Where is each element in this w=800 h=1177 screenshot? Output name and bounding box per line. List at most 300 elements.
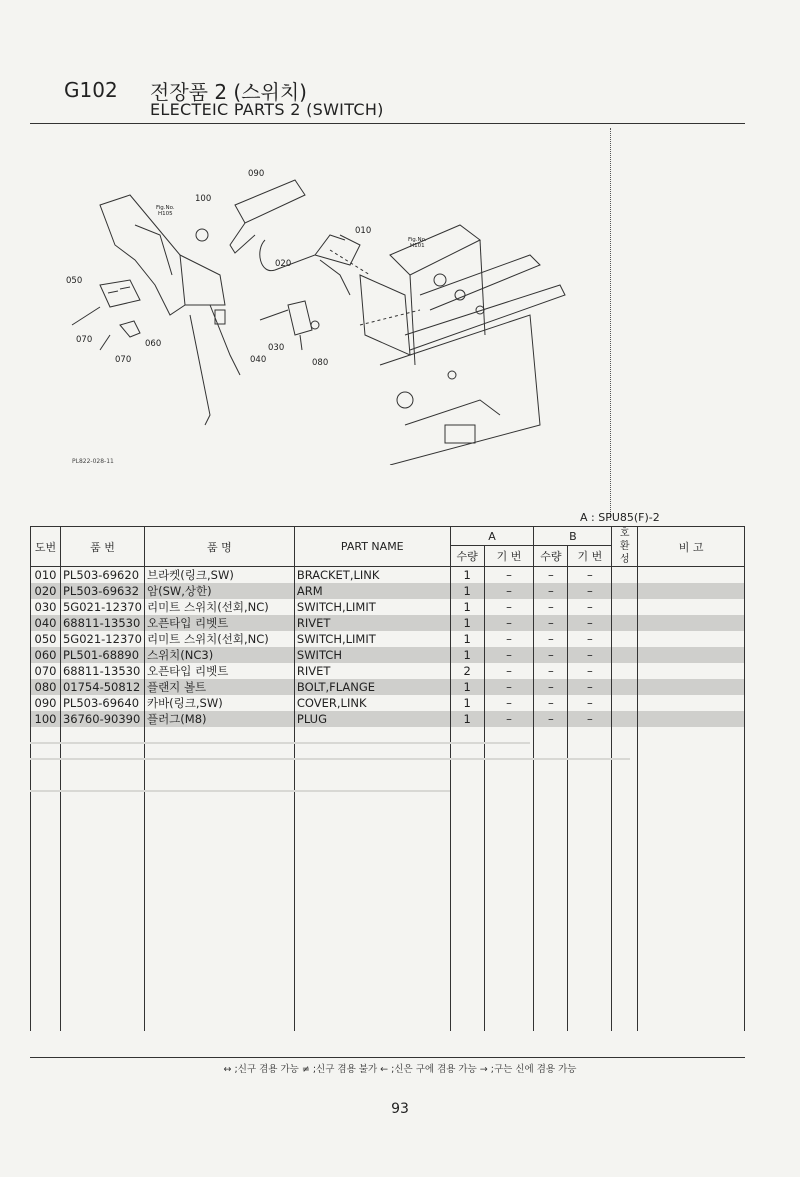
empty-row [31, 791, 745, 807]
empty-cell [450, 919, 484, 935]
interchange-legend: ↔ ;신구 겸용 가능 ≠ ;신구 겸용 불가 ← ;신은 구에 겸용 가능 → ;구는 신에 겸용 가능 [223, 1064, 577, 1075]
empty-cell [484, 727, 534, 743]
cell-b-base: – [568, 711, 612, 727]
cell-b-qty: – [534, 711, 568, 727]
cell-part-no: PL503-69632 [60, 583, 144, 599]
cell-part-name: ARM [294, 583, 450, 599]
empty-cell [568, 807, 612, 823]
cell-a-qty: 1 [450, 631, 484, 647]
empty-cell [568, 935, 612, 951]
empty-cell [534, 1015, 568, 1031]
cell-interchange [612, 695, 638, 711]
empty-cell [534, 823, 568, 839]
cell-part-name: BOLT,FLANGE [294, 679, 450, 695]
empty-cell [534, 791, 568, 807]
empty-cell [294, 743, 450, 759]
col-header-part-name: PART NAME [294, 527, 450, 567]
empty-cell [638, 919, 745, 935]
cell-name-ko: 오픈타입 리벳트 [144, 615, 294, 631]
empty-cell [484, 903, 534, 919]
cell-part-name: SWITCH,LIMIT [294, 599, 450, 615]
empty-cell [484, 967, 534, 983]
empty-cell [568, 1015, 612, 1031]
empty-row [31, 743, 745, 759]
empty-cell [638, 951, 745, 967]
empty-cell [31, 791, 61, 807]
cell-b-base: – [568, 695, 612, 711]
cell-a-base: – [484, 679, 534, 695]
col-header-b: B [534, 527, 612, 546]
cell-part-no: 01754-50812 [60, 679, 144, 695]
empty-cell [534, 999, 568, 1015]
cell-b-qty: – [534, 599, 568, 615]
empty-row [31, 983, 745, 999]
empty-cell [568, 887, 612, 903]
empty-cell [612, 791, 638, 807]
empty-row [31, 887, 745, 903]
empty-cell [450, 935, 484, 951]
empty-row [31, 967, 745, 983]
page-number: 93 [391, 1101, 409, 1117]
cell-interchange [612, 663, 638, 679]
empty-cell [568, 823, 612, 839]
empty-cell [60, 823, 144, 839]
empty-cell [450, 791, 484, 807]
cell-a-qty: 1 [450, 647, 484, 663]
empty-cell [31, 983, 61, 999]
empty-cell [60, 775, 144, 791]
cell-b-qty: – [534, 679, 568, 695]
cell-name-ko: 암(SW,상한) [144, 583, 294, 599]
cell-interchange [612, 567, 638, 584]
empty-cell [294, 919, 450, 935]
empty-cell [31, 967, 61, 983]
cell-b-qty: – [534, 583, 568, 599]
empty-cell [144, 743, 294, 759]
callout-080: 080 [312, 358, 329, 368]
empty-cell [144, 823, 294, 839]
empty-cell [60, 919, 144, 935]
figure-divider [610, 128, 611, 520]
section-code: G102 [64, 78, 118, 102]
cell-a-base: – [484, 695, 534, 711]
table-bottom-rule [30, 1057, 745, 1058]
empty-row [31, 823, 745, 839]
cell-interchange [612, 631, 638, 647]
empty-cell [568, 951, 612, 967]
cell-a-qty: 1 [450, 695, 484, 711]
empty-cell [450, 903, 484, 919]
empty-cell [534, 727, 568, 743]
col-header-a-qty: 수량 [450, 546, 484, 567]
empty-cell [144, 903, 294, 919]
empty-cell [60, 759, 144, 775]
cell-part-name: PLUG [294, 711, 450, 727]
empty-cell [144, 1015, 294, 1031]
empty-cell [612, 951, 638, 967]
empty-cell [31, 727, 61, 743]
page-title-korean: 전장품 2 (스위치) [150, 80, 307, 104]
callout-070b: 070 [115, 355, 132, 365]
empty-cell [484, 935, 534, 951]
cell-b-base: – [568, 615, 612, 631]
cell-remarks [638, 679, 745, 695]
cell-part-no: PL503-69620 [60, 567, 144, 584]
empty-cell [144, 887, 294, 903]
empty-cell [534, 935, 568, 951]
empty-cell [294, 999, 450, 1015]
empty-cell [294, 903, 450, 919]
empty-row [31, 727, 745, 743]
table-row [31, 567, 745, 584]
empty-cell [638, 999, 745, 1015]
empty-cell [144, 791, 294, 807]
cell-b-base: – [568, 647, 612, 663]
empty-cell [568, 855, 612, 871]
fig-ref-h101: Fig.No. H101 [408, 237, 427, 249]
exploded-parts-diagram [60, 165, 580, 465]
table-row [31, 599, 745, 615]
cell-no: 040 [31, 615, 61, 631]
empty-cell [31, 919, 61, 935]
empty-cell [144, 983, 294, 999]
empty-cell [638, 935, 745, 951]
empty-cell [612, 903, 638, 919]
cell-part-name: RIVET [294, 615, 450, 631]
empty-cell [60, 983, 144, 999]
col-header-interchange: 호 환 성 [612, 527, 638, 567]
cell-interchange [612, 615, 638, 631]
cell-part-name: RIVET [294, 663, 450, 679]
empty-cell [60, 951, 144, 967]
empty-cell [60, 791, 144, 807]
empty-cell [60, 1015, 144, 1031]
empty-row [31, 1015, 745, 1031]
empty-cell [450, 871, 484, 887]
empty-cell [484, 887, 534, 903]
cell-part-name: SWITCH [294, 647, 450, 663]
empty-cell [450, 855, 484, 871]
cell-a-qty: 1 [450, 615, 484, 631]
cell-a-base: – [484, 631, 534, 647]
cell-name-ko: 스위치(NC3) [144, 647, 294, 663]
callout-090: 090 [248, 169, 265, 179]
empty-cell [60, 855, 144, 871]
empty-cell [294, 967, 450, 983]
empty-row [31, 999, 745, 1015]
empty-cell [568, 903, 612, 919]
empty-cell [534, 983, 568, 999]
empty-cell [31, 743, 61, 759]
empty-cell [450, 983, 484, 999]
cell-b-base: – [568, 583, 612, 599]
cell-remarks [638, 615, 745, 631]
empty-cell [484, 759, 534, 775]
empty-cell [294, 759, 450, 775]
table-row [31, 615, 745, 631]
cell-name-ko: 플랜지 볼트 [144, 679, 294, 695]
cell-interchange [612, 599, 638, 615]
bleed-through-line [30, 790, 450, 792]
empty-cell [534, 887, 568, 903]
empty-cell [568, 775, 612, 791]
empty-row [31, 855, 745, 871]
empty-cell [484, 951, 534, 967]
table-row [31, 647, 745, 663]
empty-cell [294, 839, 450, 855]
empty-cell [568, 967, 612, 983]
empty-cell [534, 919, 568, 935]
empty-cell [450, 999, 484, 1015]
empty-cell [294, 823, 450, 839]
empty-cell [612, 823, 638, 839]
empty-row [31, 935, 745, 951]
empty-cell [612, 743, 638, 759]
cell-part-no: 36760-90390 [60, 711, 144, 727]
callout-070: 070 [76, 335, 93, 345]
empty-cell [568, 791, 612, 807]
empty-cell [31, 903, 61, 919]
cell-b-qty: – [534, 695, 568, 711]
cell-b-base: – [568, 663, 612, 679]
cell-a-qty: 1 [450, 599, 484, 615]
empty-cell [294, 871, 450, 887]
cell-part-name: BRACKET,LINK [294, 567, 450, 584]
cell-remarks [638, 599, 745, 615]
empty-cell [534, 967, 568, 983]
empty-cell [612, 967, 638, 983]
empty-cell [484, 1015, 534, 1031]
empty-cell [612, 887, 638, 903]
empty-cell [638, 855, 745, 871]
cell-no: 090 [31, 695, 61, 711]
empty-cell [612, 727, 638, 743]
cell-part-no: 68811-13530 [60, 615, 144, 631]
empty-cell [612, 775, 638, 791]
col-header-b-base: 기 번 [568, 546, 612, 567]
callout-030: 030 [268, 343, 285, 353]
empty-cell [450, 823, 484, 839]
empty-cell [612, 1015, 638, 1031]
cell-interchange [612, 647, 638, 663]
callout-020: 020 [275, 259, 292, 269]
empty-cell [294, 807, 450, 823]
cell-no: 030 [31, 599, 61, 615]
col-header-a: A [450, 527, 534, 546]
empty-cell [144, 855, 294, 871]
cell-b-base: – [568, 599, 612, 615]
cell-part-no: 68811-13530 [60, 663, 144, 679]
cell-a-base: – [484, 599, 534, 615]
col-header-b-qty: 수량 [534, 546, 568, 567]
col-header-remarks: 비 고 [638, 527, 745, 567]
empty-cell [534, 775, 568, 791]
cell-b-qty: – [534, 663, 568, 679]
empty-cell [294, 951, 450, 967]
cell-name-ko: 카바(링크,SW) [144, 695, 294, 711]
model-spec-label: A : SPU85(F)-2 [580, 511, 660, 524]
empty-cell [60, 743, 144, 759]
empty-cell [612, 855, 638, 871]
cell-name-ko: 브라켓(링크,SW) [144, 567, 294, 584]
cell-no: 020 [31, 583, 61, 599]
cell-no: 010 [31, 567, 61, 584]
empty-cell [484, 775, 534, 791]
empty-cell [484, 743, 534, 759]
empty-cell [612, 807, 638, 823]
empty-cell [31, 823, 61, 839]
empty-cell [638, 871, 745, 887]
cell-remarks [638, 695, 745, 711]
empty-cell [31, 855, 61, 871]
cell-a-qty: 1 [450, 711, 484, 727]
cell-a-base: – [484, 567, 534, 584]
cell-name-ko: 리미트 스위치(선회,NC) [144, 631, 294, 647]
empty-cell [60, 887, 144, 903]
empty-cell [31, 887, 61, 903]
empty-cell [31, 775, 61, 791]
cell-b-qty: – [534, 631, 568, 647]
empty-cell [638, 727, 745, 743]
table-row [31, 711, 745, 727]
empty-cell [568, 871, 612, 887]
col-header-a-base: 기 번 [484, 546, 534, 567]
callout-010: 010 [355, 226, 372, 236]
empty-cell [568, 999, 612, 1015]
cell-remarks [638, 631, 745, 647]
col-header-no: 도번 [31, 527, 61, 567]
cell-interchange [612, 679, 638, 695]
empty-cell [484, 791, 534, 807]
empty-cell [484, 919, 534, 935]
empty-cell [638, 983, 745, 999]
header-rule [30, 123, 745, 124]
cell-no: 060 [31, 647, 61, 663]
cell-a-base: – [484, 583, 534, 599]
empty-cell [31, 935, 61, 951]
empty-cell [612, 919, 638, 935]
cell-part-name: COVER,LINK [294, 695, 450, 711]
empty-cell [294, 983, 450, 999]
cell-interchange [612, 711, 638, 727]
empty-cell [144, 935, 294, 951]
cell-remarks [638, 711, 745, 727]
empty-cell [534, 839, 568, 855]
empty-cell [612, 983, 638, 999]
empty-cell [450, 1015, 484, 1031]
empty-row [31, 839, 745, 855]
empty-cell [484, 983, 534, 999]
empty-cell [638, 839, 745, 855]
empty-cell [31, 807, 61, 823]
empty-cell [534, 759, 568, 775]
empty-cell [60, 999, 144, 1015]
empty-cell [60, 903, 144, 919]
empty-cell [534, 743, 568, 759]
empty-cell [638, 743, 745, 759]
cell-a-qty: 1 [450, 567, 484, 584]
bleed-through-line [30, 758, 630, 760]
empty-cell [484, 807, 534, 823]
empty-row [31, 951, 745, 967]
cell-name-ko: 리미트 스위치(선회,NC) [144, 599, 294, 615]
empty-cell [144, 839, 294, 855]
empty-cell [294, 791, 450, 807]
page-title-english: ELECTEIC PARTS 2 (SWITCH) [150, 100, 384, 119]
empty-cell [31, 1015, 61, 1031]
cell-b-base: – [568, 567, 612, 584]
empty-cell [612, 935, 638, 951]
empty-cell [144, 999, 294, 1015]
empty-cell [294, 775, 450, 791]
empty-cell [144, 919, 294, 935]
figure-code: PL822-028-11 [72, 458, 114, 465]
empty-cell [31, 951, 61, 967]
cell-part-no: PL501-68890 [60, 647, 144, 663]
empty-cell [534, 855, 568, 871]
empty-cell [450, 743, 484, 759]
empty-cell [612, 839, 638, 855]
parts-table [30, 526, 745, 1031]
fig-ref-h105: Fig.No. H105 [156, 205, 175, 217]
cell-no: 080 [31, 679, 61, 695]
empty-cell [534, 807, 568, 823]
empty-cell [638, 967, 745, 983]
cell-part-name: SWITCH,LIMIT [294, 631, 450, 647]
empty-cell [450, 887, 484, 903]
bleed-through-line [30, 742, 530, 744]
empty-cell [450, 727, 484, 743]
empty-cell [144, 727, 294, 743]
cell-part-no: PL503-69640 [60, 695, 144, 711]
table-row [31, 679, 745, 695]
empty-cell [638, 791, 745, 807]
empty-cell [612, 999, 638, 1015]
empty-cell [60, 839, 144, 855]
empty-row [31, 871, 745, 887]
empty-cell [612, 759, 638, 775]
empty-cell [450, 775, 484, 791]
empty-cell [534, 871, 568, 887]
empty-cell [450, 967, 484, 983]
empty-cell [568, 759, 612, 775]
empty-cell [60, 807, 144, 823]
empty-cell [638, 903, 745, 919]
empty-cell [484, 871, 534, 887]
empty-cell [450, 759, 484, 775]
cell-b-base: – [568, 631, 612, 647]
cell-part-no: 5G021-12370 [60, 599, 144, 615]
empty-cell [144, 759, 294, 775]
empty-cell [568, 919, 612, 935]
table-row [31, 663, 745, 679]
empty-cell [144, 967, 294, 983]
empty-cell [638, 1015, 745, 1031]
cell-a-qty: 2 [450, 663, 484, 679]
cell-a-base: – [484, 615, 534, 631]
empty-cell [60, 871, 144, 887]
empty-cell [568, 743, 612, 759]
table-row [31, 695, 745, 711]
empty-cell [534, 951, 568, 967]
empty-cell [484, 839, 534, 855]
empty-row [31, 807, 745, 823]
callout-050: 050 [66, 276, 83, 286]
callout-100: 100 [195, 194, 212, 204]
cell-a-base: – [484, 647, 534, 663]
empty-cell [31, 759, 61, 775]
empty-cell [612, 871, 638, 887]
